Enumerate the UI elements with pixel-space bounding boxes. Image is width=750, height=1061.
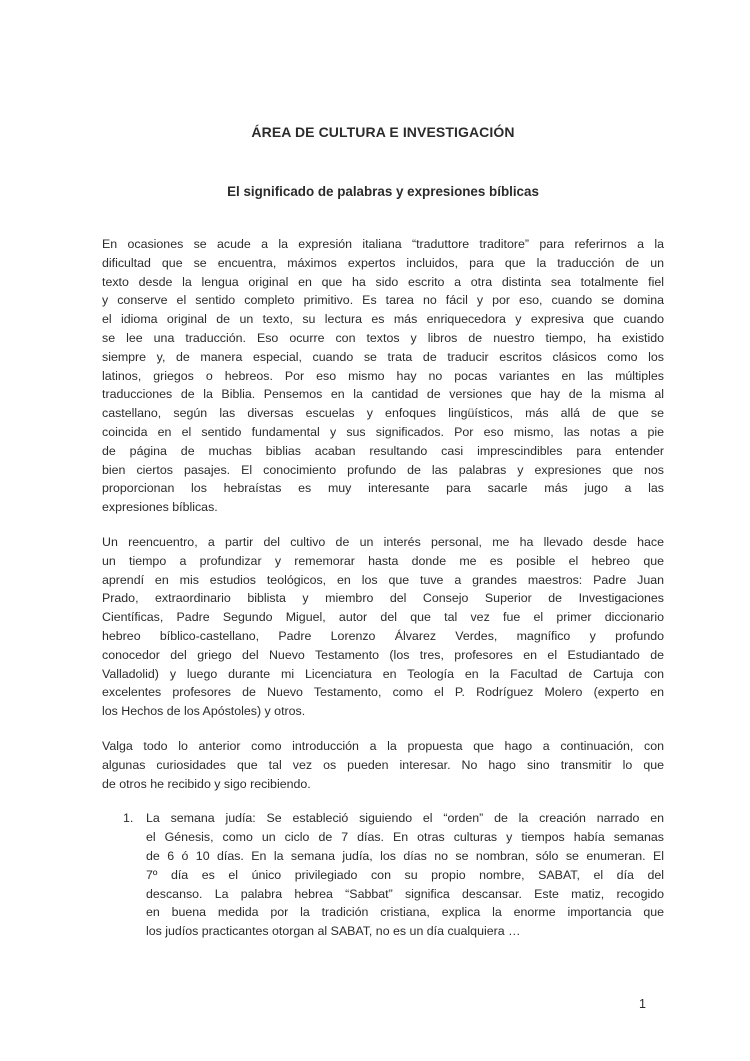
page-content (102, 0, 664, 941)
text-line: en buena medida por la tradición cristiana, explica la enorme importancia que (146, 905, 664, 920)
text-line: Valladolid) y luego durante mi Licenciatura en Teología en la Facultad de Cartuja con (102, 666, 664, 681)
text-line: castellano, según las diversas escuelas y enfoques lingüísticos, más allá de que se (102, 406, 664, 421)
paragraph (102, 533, 664, 721)
list-item-number: 1. (123, 811, 134, 826)
text-line: proporcionan los hebraístas es muy interesante para sacarle más jugo a las (102, 481, 664, 496)
text-line: los Hechos de los Apóstoles) y otros. (102, 704, 306, 719)
text-line: de página de muchas biblias acaban resultando casi imprescindibles para entender (102, 443, 664, 458)
text-line: Un reencuentro, a partir del cultivo de un interés personal, me ha llevado desde hace (102, 534, 664, 549)
text-line: coincida en el sentido fundamental y sus significados. Por eso mismo, las notas a pie (102, 424, 664, 439)
text-line: expresiones bíblicas. (102, 500, 218, 515)
text-line: un tiempo a profundizar y rememorar hasta donde me es posible el hebreo que (102, 553, 664, 568)
text-line: conocedor del griego del Nuevo Testamento (los tres, profesores en el Estudiantado de (102, 647, 664, 662)
text-line: 7º día es el único privilegiado con su propio nombre, SABAT, el día del (146, 867, 664, 882)
text-line: aprendí en mis estudios teológicos, en los que tuve a grandes maestros: Padre Juan (102, 572, 664, 587)
text-line: latinos, griegos o hebreos. Por eso mismo hay no pocas variantes en las múltiples (102, 368, 664, 383)
paragraph (102, 235, 664, 517)
text-line: Valga todo lo anterior como introducción a la propuesta que hago a continuación, con (102, 738, 664, 753)
text-line: y conserve el sentido completo primitivo. Es tarea no fácil y por eso, cuando se domina (102, 293, 664, 308)
text-line: el Génesis, como un ciclo de 7 días. En otras culturas y tiempos había semanas (146, 830, 664, 845)
list-item-text (146, 809, 664, 941)
page-title: ÁREA DE CULTURA E INVESTIGACIÓN (251, 124, 515, 140)
page-number: 1 (639, 997, 646, 1011)
text-line: algunas curiosidades que tal vez os pueden interesar. No hago sino transmitir lo que (102, 757, 664, 772)
text-line: dificultad que se encuentra, máximos expertos incluidos, para que la traducción de un (102, 255, 664, 270)
text-line: el idioma original de un texto, su lectura es más enriquecedora y expresiva que cuando (102, 312, 664, 327)
text-line: Prado, extraordinario biblista y miembro del Consejo Superior de Investigaciones (102, 591, 664, 606)
text-line: de otros he recibido y sigo recibiendo. (102, 776, 311, 791)
text-line: bien ciertos pasajes. El conocimiento profundo de las palabras y expresiones que nos (102, 462, 664, 477)
text-line: En ocasiones se acude a la expresión italiana “traduttore traditore” para referirnos a la (102, 237, 664, 251)
numbered-list (102, 809, 664, 941)
text-line: de 6 ó 10 días. En la semana judía, los días no se nombran, sólo se enumeran. El (146, 848, 664, 863)
paragraph (102, 737, 664, 793)
text-line: descanso. La palabra hebrea “Sabbat” significa descansar. Este matiz, recogido (146, 886, 664, 901)
text-line: los judíos practicantes otorgan al SABAT, no es un día cualquiera … (146, 924, 521, 939)
text-line: traducciones de la Biblia. Pensemos en la cantidad de versiones que hay de la misma al (102, 387, 664, 402)
text-line: se lee una traducción. Eso ocurre con textos y libros de nuestro tiempo, ha existido (102, 330, 664, 345)
list-item (102, 809, 664, 941)
body-paragraphs (102, 235, 664, 793)
text-line: siempre y, de manera especial, cuando se trata de traducir escritos clásicos como los (102, 349, 664, 364)
text-line: La semana judía: Se estableció siguiendo el “orden” de la creación narrado en (146, 811, 664, 826)
text-line: Científicas, Padre Segundo Miguel, autor del que tal vez fue el primer diccionario (102, 610, 664, 625)
text-line: hebreo bíblico-castellano, Padre Lorenzo Álvarez Verdes, magnífico y profundo (102, 628, 664, 643)
text-line: excelentes profesores de Nuevo Testamento, como el P. Rodríguez Molero (experto en (102, 685, 664, 700)
text-line: texto desde la lengua original en que ha sido escrito a otra distinta sea totalmente fiel (102, 274, 664, 289)
page-subtitle: El significado de palabras y expresiones bíblicas (227, 184, 539, 199)
